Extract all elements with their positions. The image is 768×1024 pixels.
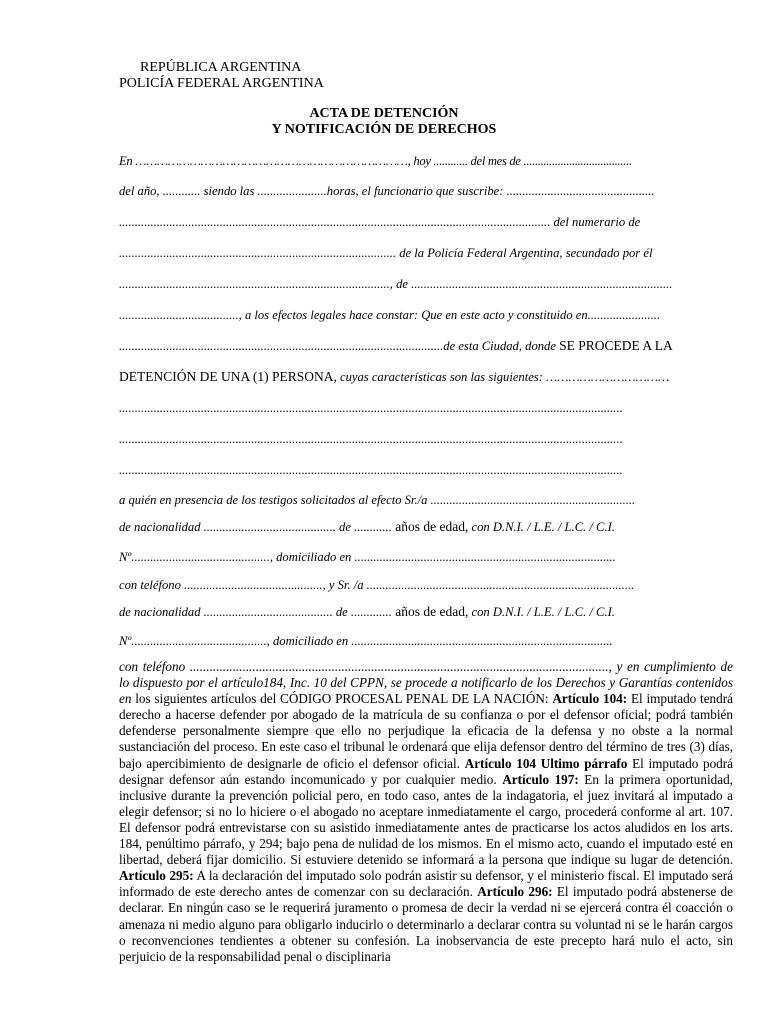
form-text: ................................................................................................................................................................ xyxy=(119,432,623,446)
form-text: ......................................, a los efectos legales hace constar: Que en este acto y constituido en....................... xyxy=(119,308,661,322)
form-line-5 xyxy=(119,276,732,292)
form-text: .......................................................................................................de esta Ciudad, donde xyxy=(119,339,560,353)
form-text: de nacionalidad ......................................... de ............. xyxy=(119,605,392,619)
form-text: del año, ............ siendo las ......................horas, el funcionario que suscribe: ............................................... xyxy=(119,184,655,198)
form-line-15 xyxy=(119,577,732,593)
form-text: Nº..........................................., domiciliado en ................................................................................... xyxy=(119,634,613,648)
form-text: ................................................................................................................................................................ xyxy=(119,463,623,477)
form-text: de nacionalidad .......................................... de ............ xyxy=(119,520,392,534)
article-104-text: El imputado tendrá derecho a hacerse defender por abogado de la matrícula de su confianza o por el defensor oficial; podrá también defenderse personalmente siempre que ello no perjudique la eficacia de la defensa y no obste a la normal sustanciación del proceso. En este caso el tribunal le ordenará que elija defensor dentro del término de tres (3) días, bajo apercibimiento de designarle de oficio el defensor oficial. xyxy=(119,691,733,771)
form-text: ................................................................................................................................................................ xyxy=(119,401,623,415)
form-line-9 xyxy=(119,400,732,416)
form-line-4 xyxy=(119,245,732,261)
form-text: ......................................................................................................................................... del numerario de xyxy=(119,215,641,229)
form-line-16 xyxy=(119,604,732,620)
body-intro-italic: con teléfono ..............................................................................................................................., y en cumplimiento de lo dispuesto por el artículo184, Inc. 10 del CPPN, se procede a notificarlo de los Derechos y Garantías contenidos en xyxy=(119,659,733,707)
form-text: En …………………………………………………………………, hoy ............ del mes de ...................................... xyxy=(119,154,632,168)
form-text: ......................................................................................, de ................................................................................... xyxy=(119,277,673,291)
form-line-17 xyxy=(119,633,732,649)
article-296-text: El imputado podrá abstenerse de declarar. En ningún caso se le requerirá juramento o promesa de decir la verdad ni se ejercerá contra él coacción o amenaza ni medio alguno para obligarlo inducirlo o determinarlo a declarar contra su voluntad ni se le harán cargos o reconvenciones tendientes a obtener su confesión. La inobservancia de este precepto hará nulo el acto, sin perjuicio de la responsabilidad penal o disciplinaria xyxy=(119,884,733,964)
form-line-8 xyxy=(119,369,732,385)
article-197-text: En la primera oportunidad, inclusive durante la prevención policial pero, en todo caso, antes de la indagatoria, el juez invitará al imputado a elegir defensor; si no lo hiciere o el abogado no aceptare inmediatamente el cargo, procederá conforme al art. 107. El defensor podrá entrevistarse con su asistido inmediatamente antes de practicarse los actos aludidos en los arts. 184, penúltimo párrafo, y 294; bajo pena de nulidad de los mismos. En el mismo acto, cuando el imputado esté en libertad, deberá fijar domicilio. Si estuviere detenido se informará a la persona que indique su lugar de detención. xyxy=(119,771,733,868)
rights-notification-body xyxy=(119,659,733,965)
form-line-10 xyxy=(119,431,732,447)
form-line-2 xyxy=(119,183,732,199)
form-text-normal: años de edad, xyxy=(391,604,469,619)
form-text: con D.N.I. / L.E. / L.C. / C.I. xyxy=(468,520,615,534)
article-197-heading: Artículo 197: xyxy=(502,771,579,787)
article-104-heading: Artículo 104: xyxy=(552,691,628,707)
article-104-last-heading: Artículo 104 Ultimo párrafo xyxy=(464,755,628,771)
form-text: con D.N.I. / L.E. / L.C. / C.I. xyxy=(468,605,615,619)
header-institution: POLICÍA FEDERAL ARGENTINA xyxy=(119,76,324,91)
form-text: cuyas características son las siguientes: …………………………… xyxy=(336,370,670,384)
form-line-11 xyxy=(119,462,732,478)
article-295-heading: Artículo 295: xyxy=(119,868,194,884)
article-296-heading: Artículo 296: xyxy=(477,884,553,900)
document-title-line2: Y NOTIFICACIÓN DE DERECHOS xyxy=(271,122,497,137)
form-line-12 xyxy=(119,492,732,508)
header-country: REPÚBLICA ARGENTINA xyxy=(140,60,302,75)
form-text: a quién en presencia de los testigos solicitados al efecto Sr./a ................................................................. xyxy=(119,493,636,507)
body-intro: los siguientes artículos del CÓDIGO PROCESAL PENAL DE LA NACIÓN: xyxy=(131,691,553,707)
article-104-last-text: El imputado podrá designar defensor aún estando incomunicado y por cualquier medio. xyxy=(119,755,734,787)
form-text-emphasis: SE PROCEDE A LA xyxy=(559,338,673,353)
form-line-14 xyxy=(119,549,732,565)
form-line-1 xyxy=(119,153,732,169)
article-295-text: A la declaración del imputado solo podrán asistir su defensor, y el ministerio fiscal. El imputado será informado de este derecho antes de comenzar con su declaración. xyxy=(119,868,733,900)
form-line-6 xyxy=(119,307,732,323)
form-line-13 xyxy=(119,519,732,535)
document-title-line1: ACTA DE DETENCIÓN xyxy=(309,106,459,121)
form-text: ........................................................................................ de la Policía Federal Argentina, secundado por él xyxy=(119,246,653,260)
form-text-normal: años de edad, xyxy=(391,519,469,534)
form-text: Nº............................................, domiciliado en ................................................................................... xyxy=(119,550,616,564)
form-line-3 xyxy=(119,214,732,230)
form-line-7 xyxy=(119,338,732,354)
form-text-emphasis: DETENCIÓN DE UNA (1) PERSONA, xyxy=(119,369,337,384)
form-text: con teléfono ............................................, y Sr. /a ..................................................................................... xyxy=(119,578,635,592)
